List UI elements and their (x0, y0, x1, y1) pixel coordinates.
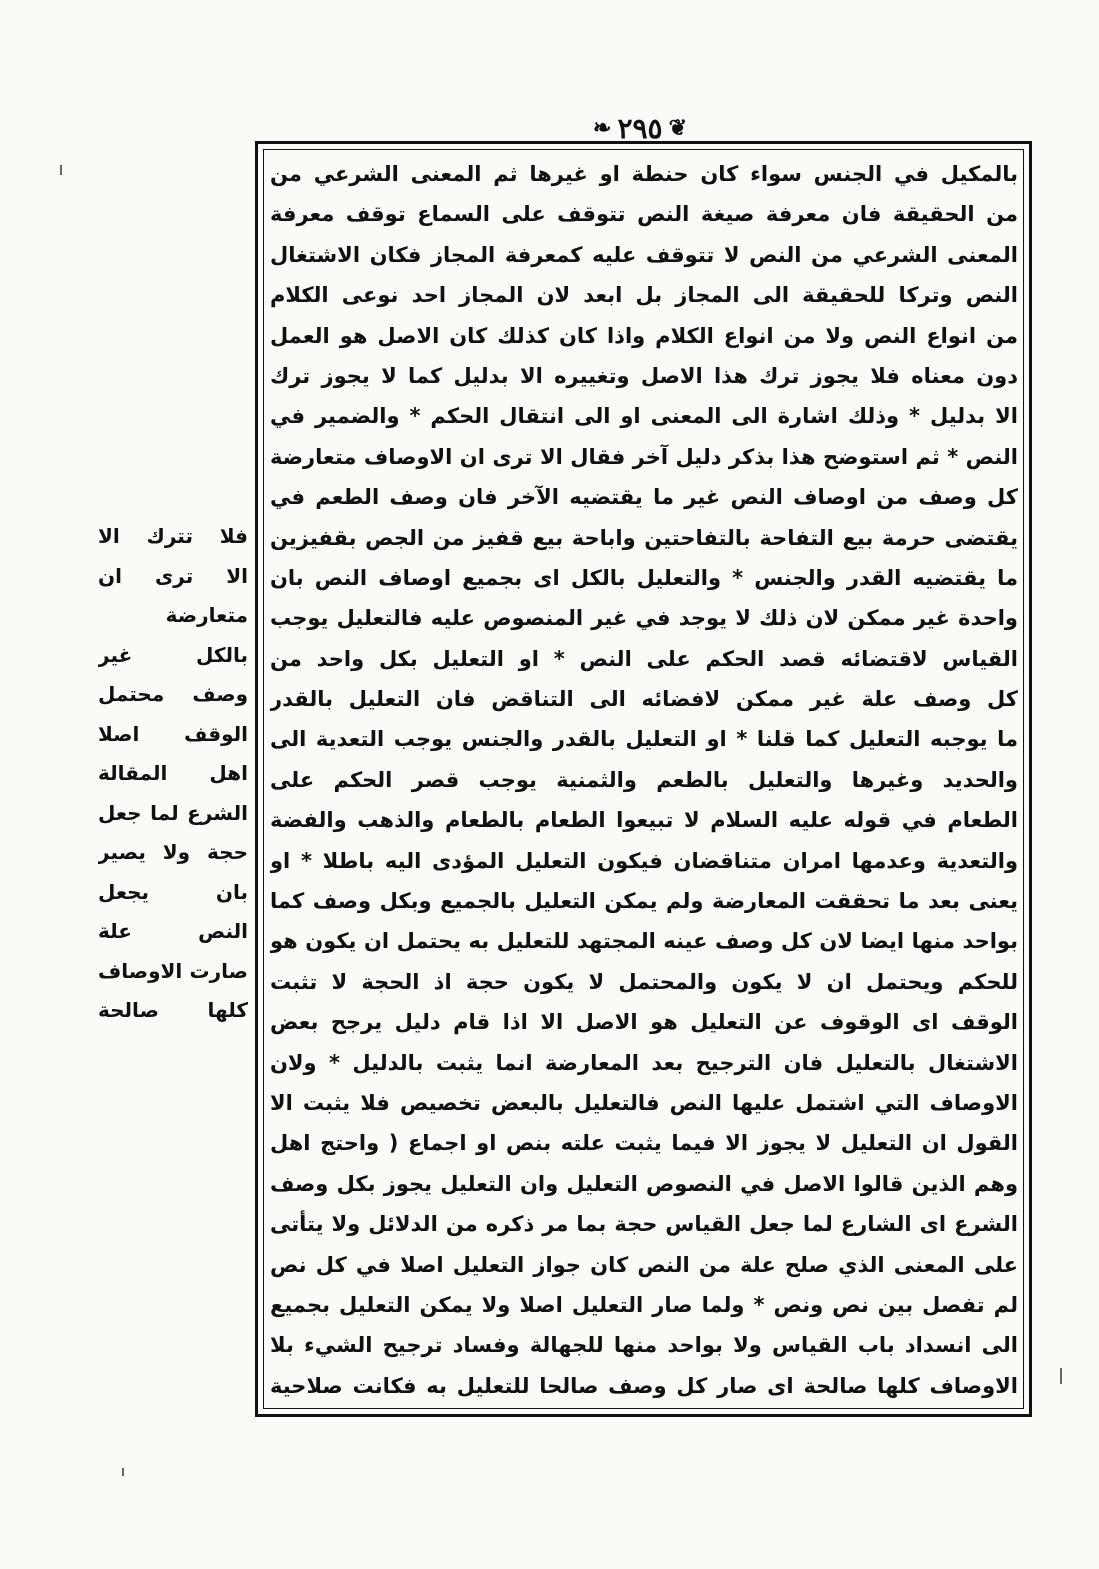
ornament-left-icon: ❧ (593, 115, 612, 141)
main-line: القياس لاقتضائه قصد الحكم على النص * او التعليل بكل واحد من (270, 646, 1018, 671)
margin-line: الوقف اصلا (98, 721, 248, 746)
ornament-right-icon: ❦ (668, 115, 687, 141)
margin-line: كلها صالحة (98, 998, 248, 1022)
main-line: كل وصف من اوصاف النص غير ما يقتضيه الآخر فان وصف الطعم في (270, 485, 1018, 510)
main-line: للحكم ويحتمل ان لا يكون والمحتمل لا يكون حجة اذ الحجة لا تثبت (270, 969, 1018, 994)
margin-line: وصف محتمل (98, 682, 248, 706)
main-line: القول ان التعليل لا يجوز الا فيما يثبت علته بنص او اجماع ( واحتج اهل (270, 1131, 1018, 1156)
main-line: وهم الذين قالوا الاصل في النصوص التعليل وان التعليل يجوز بكل وصف (270, 1171, 1018, 1196)
main-line: الطعام في قوله عليه السلام لا تبيعوا الطعام بالطعام والذهب والفضة (270, 808, 1018, 833)
main-line: المعنى الشرعي من النص لا تتوقف عليه كمعرفة المجاز فكان الاشتغال (270, 242, 1018, 267)
scan-speck (60, 165, 62, 175)
margin-line: حجة ولا يصير (98, 840, 248, 864)
scan-speck (1060, 1368, 1062, 1384)
main-line: لم تفصل بين نص ونص * ولما صار التعليل اصلا ولا يمكن التعليل بجميع (270, 1292, 1018, 1317)
main-line: من انواع النص ولا من انواع الكلام واذا كان كذلك كان الاصل هو العمل (270, 323, 1018, 348)
main-line: من الحقيقة فان معرفة صيغة النص تتوقف على السماع توقف معرفة (270, 202, 1018, 227)
main-line: كل وصف علة غير ممكن لافضائه الى التناقض فان التعليل بالقدر (270, 687, 1018, 712)
main-line: والتعدية وعدمها امران متناقضان فيكون التعليل المؤدى اليه باطلا * او (270, 848, 1018, 873)
margin-line: الشرع لما جعل (98, 800, 248, 825)
margin-line: الا ترى ان (98, 563, 248, 588)
main-line: دون معناه فلا يجوز ترك هذا الاصل وتغييره الا بدليل كما لا يجوز ترك (270, 363, 1018, 388)
margin-commentary (98, 517, 248, 1031)
main-line: الى انسداد باب القياس ولا بواحد منها للجهالة وفساد ترجيح الشيء بلا (270, 1333, 1018, 1358)
main-line: يقتضى حرمة بيع التفاحة بالتفاحتين واباحة بيع قفيز من الجص بقفيزين (270, 525, 1018, 550)
main-line: الا بدليل * وذلك اشارة الى المعنى او الى انتقال الحكم * والضمير في (270, 404, 1018, 429)
margin-line: بان يجعل (98, 879, 248, 904)
main-line: بواحد منها ايضا لان كل وصف عينه المجتهد للتعليل به يحتمل ان يكون هو (270, 929, 1018, 954)
margin-line: النص علة (98, 919, 248, 943)
main-line: يعنى بعد ما تحققت المعارضة ولم يمكن التعليل بالجميع وبكل وصف كما (270, 889, 1018, 914)
main-line: ما يقتضيه القدر والجنس * والتعليل بالكل اى بجميع اوصاف النص بان (270, 565, 1018, 590)
main-line: النص * ثم استوضح هذا بذكر دليل آخر فقال الا ترى ان الاوصاف متعارضة (270, 444, 1018, 469)
margin-line: فلا تترك الا (98, 524, 248, 548)
page-number-text: ٢٩٥ (617, 111, 663, 145)
main-line: الاوصاف كلها صالحة اى صار كل وصف صالحا للتعليل به فكانت صلاحية (270, 1373, 1018, 1398)
main-line: النص وتركا للحقيقة الى المجاز بل ابعد لان المجاز احد نوعى الكلام (270, 283, 1018, 308)
margin-line: بالكل غير (98, 642, 248, 667)
margin-line: صارت الاوصاف (98, 958, 248, 983)
main-line: والحديد وغيرها والتعليل بالطعم والثمنية يوجب قصر الحكم على (270, 767, 1018, 792)
main-line: ما يوجبه التعليل كما قلنا * او التعليل بالقدر والجنس يوجب التعدية الى (270, 727, 1018, 752)
scan-speck (122, 1468, 124, 1476)
main-line: الاشتغال بالتعليل فان الترجيح بعد المعارضة انما يثبت بالدليل * ولان (270, 1050, 1018, 1075)
main-line: الوقف اى الوقوف عن التعليل هو الاصل الا اذا قام دليل يرجح بعض (270, 1010, 1018, 1035)
main-line: على المعنى الذي صلح علة من النص كان جواز التعليل اصلا في كل نص (270, 1252, 1018, 1277)
main-line: الاوصاف التي اشتمل عليها النص فالتعليل بالبعض تخصيص فلا يثبت الا (270, 1090, 1018, 1115)
main-line: الشرع اى الشارع لما جعل القياس حجة بما مر ذكره من الدلائل ولا يتأتى (270, 1212, 1018, 1237)
main-line: بالمكيل في الجنس سواء كان حنطة او غيرها ثم المعنى الشرعي من (270, 162, 1018, 186)
margin-line: اهل المقالة (98, 761, 248, 785)
main-line: واحدة غير ممكن لان ذلك لا يوجد في غير المنصوص عليه فالتعليل يوجب (270, 606, 1018, 631)
margin-line: متعارضة (165, 603, 248, 627)
main-text-block (270, 154, 1018, 1409)
